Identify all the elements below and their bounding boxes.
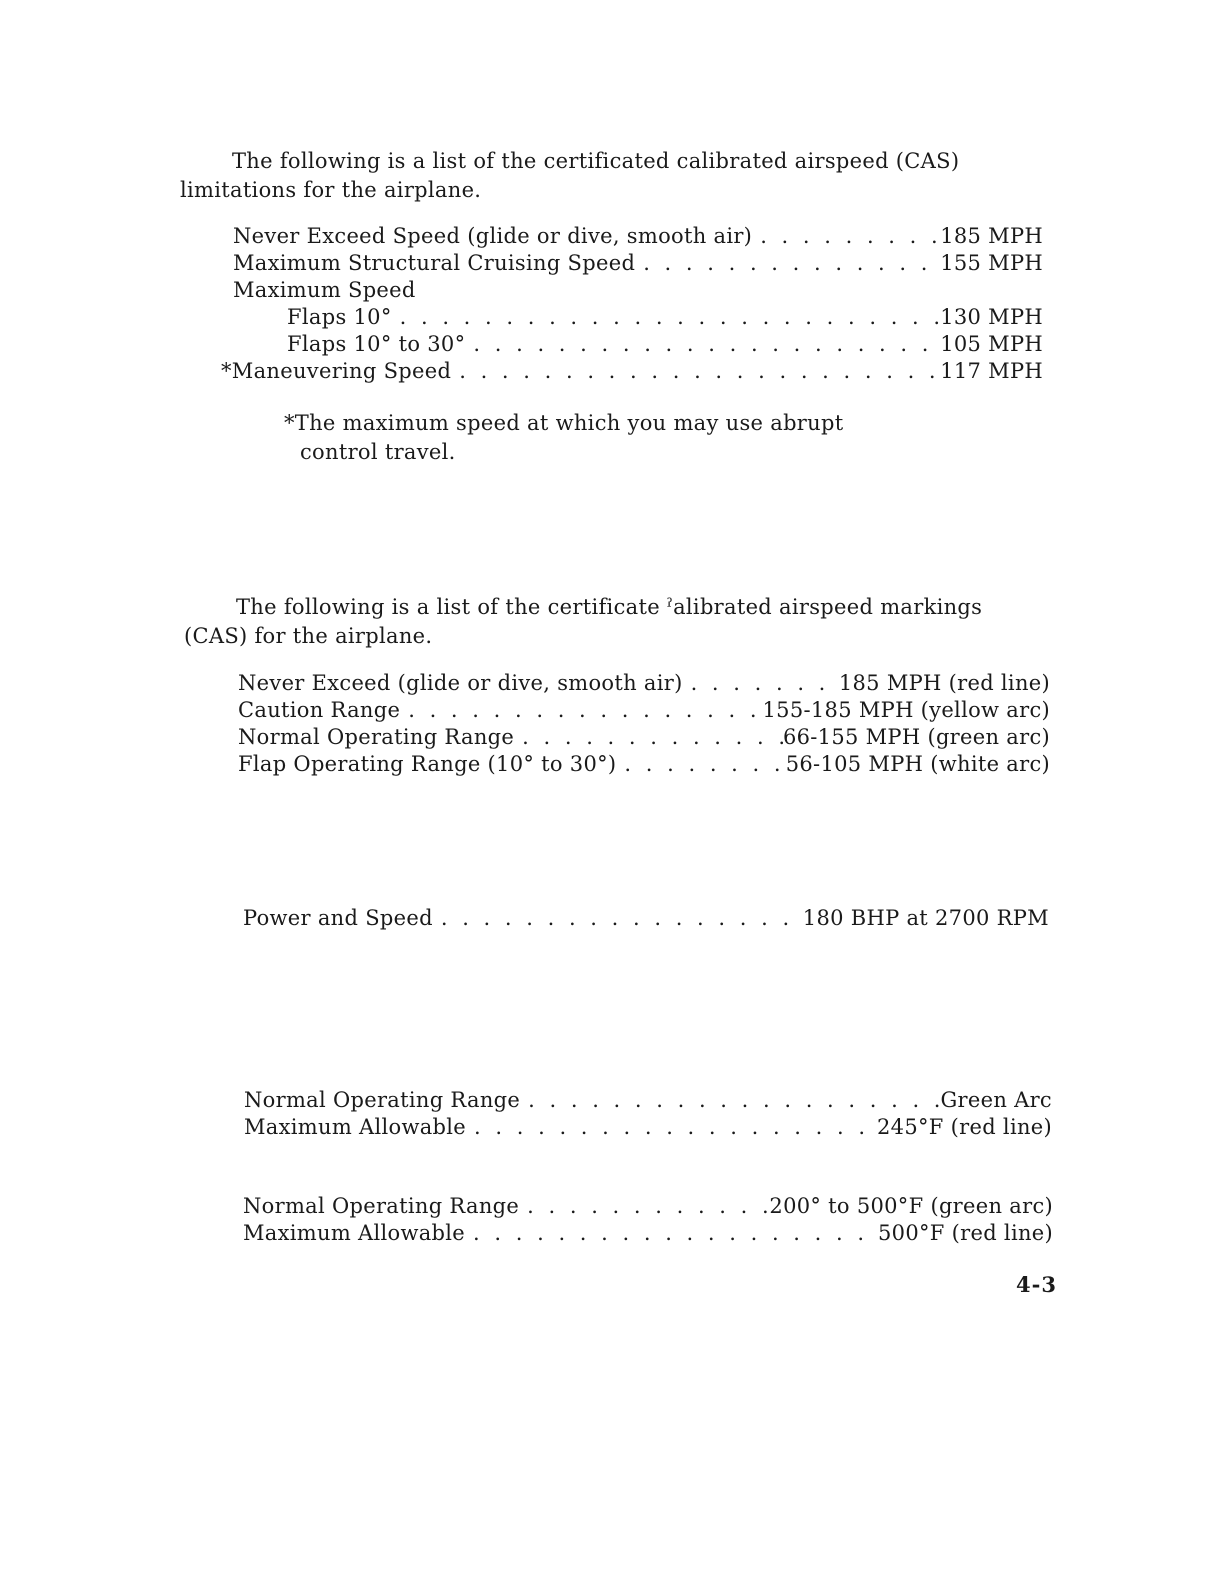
marking-label: Caution Range xyxy=(238,698,401,722)
limitation-label: *Maneuvering Speed xyxy=(221,359,452,383)
temperature-row xyxy=(244,1115,1052,1142)
limitation-value: 185 MPH xyxy=(940,224,1043,248)
leader-dots xyxy=(683,671,839,695)
temperature-value: 245°F (red line) xyxy=(877,1115,1052,1139)
temperature-row xyxy=(244,1088,1052,1115)
temperature-label: Normal Operating Range xyxy=(244,1088,521,1112)
limitation-value: 155 MPH xyxy=(940,251,1043,275)
temperature-label: Maximum Allowable xyxy=(243,1221,466,1245)
temperature-label: Normal Operating Range xyxy=(243,1194,520,1218)
leader-dots xyxy=(451,359,940,383)
marking-label: Never Exceed (glide or dive, smooth air) xyxy=(238,671,683,695)
limitation-row xyxy=(233,332,1043,359)
leader-dots xyxy=(520,1088,940,1112)
leader-dots xyxy=(466,1115,877,1139)
leader-dots xyxy=(400,698,762,722)
power-row xyxy=(243,906,1049,933)
leader-dots xyxy=(635,251,940,275)
marking-row xyxy=(238,725,1050,752)
page-number: 4-3 xyxy=(1016,1272,1057,1297)
cas-markings-list xyxy=(238,671,1050,779)
limitation-row xyxy=(233,278,1043,305)
marking-value: 56-105 MPH (white arc) xyxy=(785,752,1050,776)
marking-value: 66-155 MPH (green arc) xyxy=(782,725,1050,749)
temperature-value: Green Arc xyxy=(940,1088,1052,1112)
leader-dots xyxy=(519,1194,769,1218)
marking-row xyxy=(238,671,1050,698)
cas-limitations-intro xyxy=(180,147,1040,205)
cas-markings-intro xyxy=(184,593,1064,651)
temperature-value: 500°F (red line) xyxy=(878,1221,1053,1245)
temperature-row xyxy=(243,1194,1053,1221)
limitation-label: Maximum Structural Cruising Speed xyxy=(233,251,636,275)
limitation-value: 105 MPH xyxy=(940,332,1043,356)
limitation-label: Maximum Speed xyxy=(233,278,416,302)
leader-dots xyxy=(752,224,940,248)
marking-value: 185 MPH (red line) xyxy=(838,671,1050,695)
leader-dots xyxy=(616,752,785,776)
limitation-row xyxy=(221,359,1043,386)
footnote-line-1: *The maximum speed at which you may use abrupt xyxy=(284,411,844,435)
power-list xyxy=(243,906,1049,933)
limitation-value: 130 MPH xyxy=(940,305,1043,329)
limitation-row xyxy=(233,305,1043,332)
marking-row xyxy=(238,698,1050,725)
leader-dots xyxy=(465,332,940,356)
limitation-label: Flaps 10° xyxy=(287,305,392,329)
limitation-row xyxy=(233,251,1043,278)
marking-value: 155-185 MPH (yellow arc) xyxy=(762,698,1050,722)
cas-markings-intro-line-1: The following is a list of the certificate ˀalibrated airspeed markings xyxy=(236,595,983,619)
leader-dots xyxy=(514,725,783,749)
power-label: Power and Speed xyxy=(243,906,433,930)
marking-label: Flap Operating Range (10° to 30°) xyxy=(238,752,617,776)
cas-limitations-intro-line-2: limitations for the airplane. xyxy=(180,178,482,202)
leader-dots xyxy=(433,906,803,930)
power-value: 180 BHP at 2700 RPM xyxy=(802,906,1049,930)
temperature-list-1 xyxy=(244,1088,1052,1142)
leader-dots xyxy=(392,305,941,329)
limitation-label: Flaps 10° to 30° xyxy=(287,332,466,356)
temperature-list-2 xyxy=(243,1194,1053,1248)
footnote-line-2: control travel. xyxy=(300,440,456,464)
temperature-label: Maximum Allowable xyxy=(244,1115,467,1139)
marking-row xyxy=(238,752,1050,779)
marking-label: Normal Operating Range xyxy=(238,725,515,749)
cas-limitations-intro-line-1: The following is a list of the certificated calibrated airspeed (CAS) xyxy=(232,149,960,173)
temperature-row xyxy=(243,1221,1053,1248)
temperature-value: 200° to 500°F (green arc) xyxy=(769,1194,1053,1218)
maneuvering-footnote xyxy=(284,409,904,467)
limitation-row xyxy=(233,224,1043,251)
limitation-value: 117 MPH xyxy=(940,359,1043,383)
leader-dots xyxy=(465,1221,878,1245)
limitation-label: Never Exceed Speed (glide or dive, smooth air) xyxy=(233,224,753,248)
cas-markings-intro-line-2: (CAS) for the airplane. xyxy=(184,624,433,648)
cas-limitations-list xyxy=(221,224,1043,386)
